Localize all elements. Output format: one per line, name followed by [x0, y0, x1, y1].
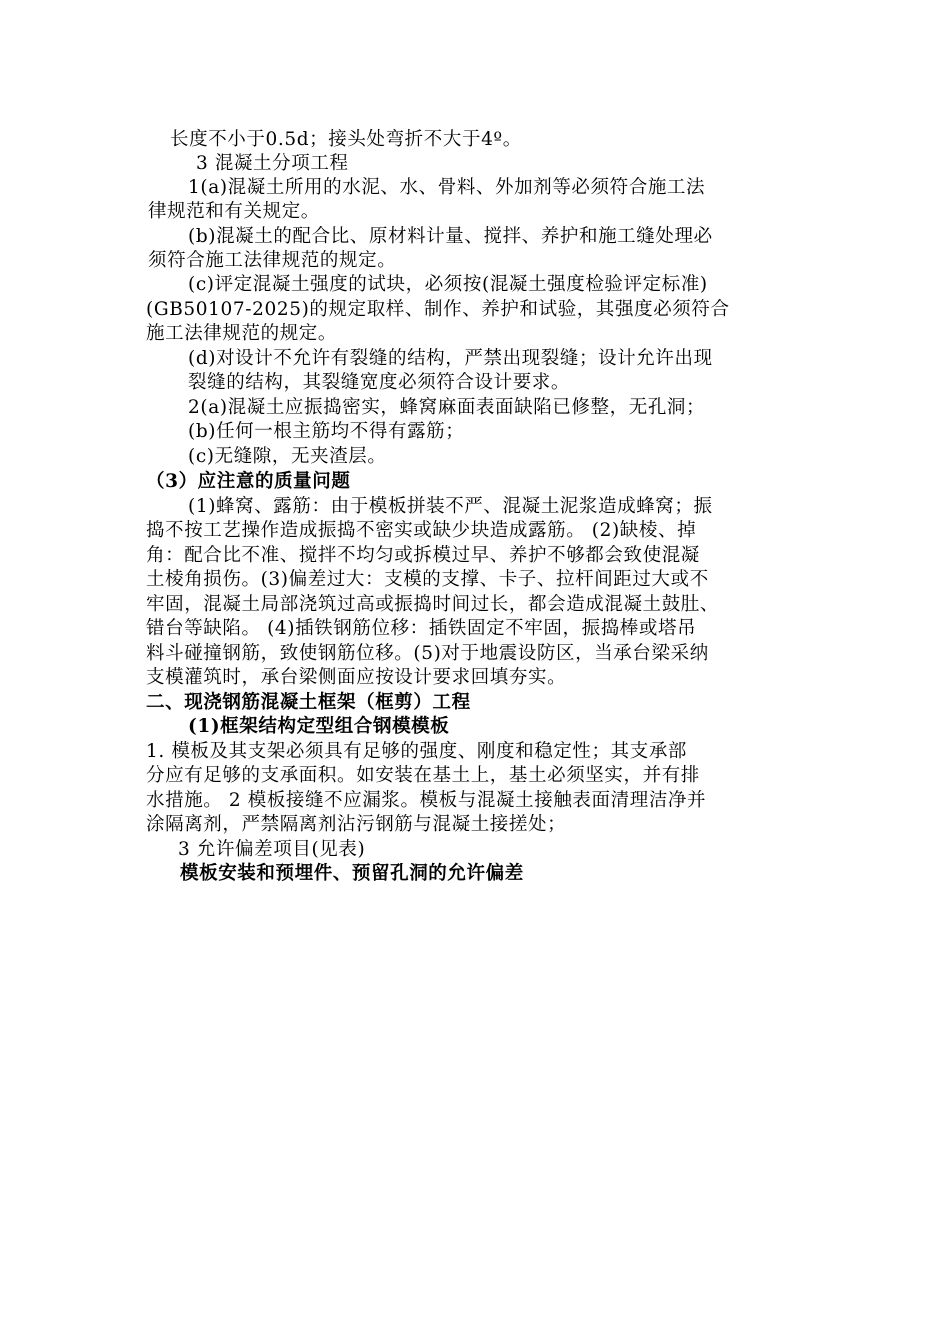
text-line: 涂隔离剂，严禁隔离剂沾污钢筋与混凝土接搓处；: [146, 814, 567, 835]
text-line: (d)对设计不允许有裂缝的结构，严禁出现裂缝；设计允许出现: [188, 348, 713, 369]
text-line: 牢固，混凝土局部浇筑过高或振捣时间过长，都会造成混凝土鼓肚、: [146, 594, 720, 615]
text-line: (b)混凝土的配合比、原材料计量、搅拌、养护和施工缝处理必: [188, 226, 713, 247]
text-line: 1. 模板及其支架必须具有足够的强度、刚度和稳定性；其支承部: [146, 741, 688, 762]
text-line: 分应有足够的支承面积。如安装在基土上，基土必须坚实，并有排: [146, 765, 700, 786]
chapter-heading: 二、现浇钢筋混凝土框架（框剪）工程: [146, 692, 471, 713]
subsection-heading: (1)框架结构定型组合钢模模板: [188, 716, 450, 737]
text-line: 律规范和有关规定。: [148, 201, 320, 222]
text-line: 1(a)混凝土所用的水泥、水、骨料、外加剂等必须符合施工法: [188, 177, 706, 198]
text-line: 长度不小于0.5d；接头处弯折不大于4º。: [170, 129, 522, 150]
text-line: (GB50107-2025)的规定取样、制作、养护和试验，其强度必须符合: [146, 299, 730, 320]
text-line: 错台等缺陷。 (4)插铁钢筋位移：插铁固定不牢固，振捣棒或塔吊: [146, 618, 697, 639]
text-line: 料斗碰撞钢筋，致使钢筋位移。(5)对于地震设防区，当承台梁采纳: [146, 643, 709, 664]
text-line: 裂缝的结构，其裂缝宽度必须符合设计要求。: [188, 372, 571, 393]
text-line: 2(a)混凝土应振捣密实，蜂窝麻面表面缺陷已修整，无孔洞；: [188, 397, 706, 418]
table-caption: 模板安装和预埋件、预留孔洞的允许偏差: [180, 863, 524, 884]
text-line: 角：配合比不准、搅拌不均匀或拆模过早、养护不够都会致使混凝: [146, 545, 700, 566]
text-line: (c)无缝隙，无夹渣层。: [188, 446, 387, 467]
text-line: 土棱角损伤。(3)偏差过大：支模的支撑、卡子、拉杆间距过大或不: [146, 569, 709, 590]
text-line: 支模灌筑时，承台梁侧面应按设计要求回填夯实。: [146, 667, 567, 688]
text-line: 捣不按工艺操作造成振捣不密实或缺少块造成露筋。 (2)缺棱、掉: [146, 520, 697, 541]
text-line: 施工法律规范的规定。: [146, 323, 338, 344]
text-line: (b)任何一根主筋均不得有露筋；: [188, 421, 465, 442]
text-line: (c)评定混凝土强度的试块，必须按(混凝土强度检验评定标准): [188, 274, 708, 295]
text-line: (1)蜂窝、露筋：由于模板拼装不严、混凝土泥浆造成蜂窝；振: [188, 496, 713, 517]
section-heading: 3 混凝土分项工程: [196, 153, 349, 174]
subsection-heading: （3）应注意的质量问题: [146, 471, 351, 492]
text-line: 水措施。 2 模板接缝不应漏浆。模板与混凝土接触表面清理洁净并: [146, 790, 707, 811]
text-line: 3 允许偏差项目(见表): [178, 839, 366, 860]
text-line: 须符合施工法律规范的规定。: [148, 250, 397, 271]
